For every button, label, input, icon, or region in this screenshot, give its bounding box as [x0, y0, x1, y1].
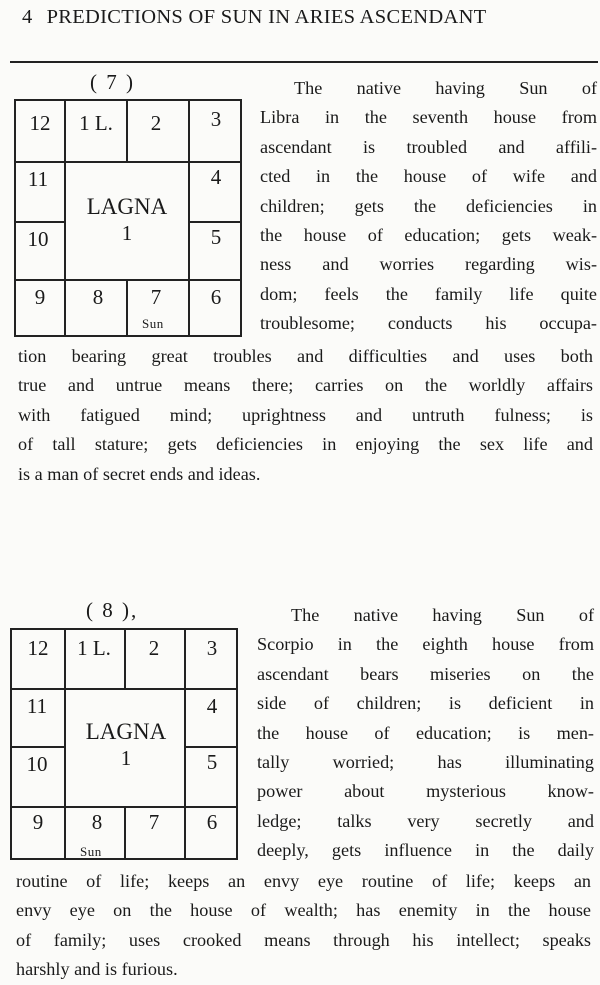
- page-number: 4: [22, 6, 33, 28]
- text-line: dom; feels the family life quite: [260, 283, 597, 304]
- house-7: 7: [148, 810, 160, 834]
- text-line: harshly and is furious.: [16, 959, 178, 980]
- text-line: Libra in the seventh house from: [260, 107, 597, 128]
- house-3: 3: [210, 107, 222, 131]
- text-line: is a man of secret ends and ideas.: [18, 463, 261, 484]
- lagna-center: [66, 193, 188, 246]
- text-line: envy eye on the house of wealth; has enemity in the house: [16, 900, 591, 921]
- house-11: 11: [27, 167, 49, 191]
- text-line: true and untrue means there; carries on the worldly affairs: [18, 375, 593, 396]
- horoscope-chart: [10, 628, 238, 860]
- planet-sun: Sun: [142, 316, 164, 331]
- planet-sun: Sun: [80, 844, 102, 859]
- text-line: children; gets the deficiencies in: [260, 195, 597, 216]
- house-4: 4: [206, 694, 218, 718]
- text-line: ledge; talks very secretly and: [257, 810, 594, 831]
- house-6: 6: [210, 285, 222, 309]
- text-line: tally worried; has illuminating: [257, 752, 594, 773]
- house-10: 10: [27, 227, 49, 251]
- house-9: 9: [32, 810, 44, 834]
- house-1: 1 L.: [77, 636, 111, 660]
- text-line: The native having Sun of: [294, 78, 597, 98]
- page-title: PREDICTIONS OF SUN IN ARIES ASCENDANT: [46, 6, 487, 28]
- text-line: the house of education; is men-: [257, 722, 594, 743]
- house-5: 5: [210, 225, 222, 249]
- text-line: ness and worries regarding wis-: [260, 254, 597, 275]
- horoscope-chart: [14, 99, 242, 337]
- text-line: tion bearing great troubles and difficulties and uses both: [18, 346, 593, 366]
- house-8: 8: [91, 810, 103, 834]
- lagna-number: 1: [121, 220, 133, 245]
- text-line: deeply, gets influence in the daily: [257, 840, 594, 861]
- house-1: 1 L.: [79, 111, 113, 135]
- text-line: The native having Sun of: [291, 605, 594, 625]
- side-paragraph: [260, 74, 597, 339]
- house-3: 3: [206, 636, 218, 660]
- text-line: side of children; is deficient in: [257, 693, 594, 714]
- page-header: [22, 6, 597, 29]
- house-10: 10: [26, 752, 48, 776]
- lagna-label: LAGNA: [85, 719, 167, 744]
- house-7: 7: [150, 285, 162, 309]
- text-line: with fatigued mind; uprightness and untruth fulness; is: [18, 404, 593, 425]
- house-11: 11: [26, 694, 48, 718]
- house-4: 4: [210, 165, 222, 189]
- house-12: 12: [29, 111, 51, 135]
- text-line: of tall stature; gets deficiencies in enjoying the sex life and: [18, 434, 593, 455]
- chart-caption: ( 8 ),: [86, 598, 139, 622]
- text-line: Scorpio in the eighth house from: [257, 634, 594, 655]
- text-line: ascendant is troubled and affili-: [260, 136, 597, 157]
- house-12: 12: [27, 636, 49, 660]
- text-line: ascendant bears miseries on the: [257, 663, 594, 684]
- lagna-number: 1: [120, 745, 132, 770]
- text-line: the house of education; gets weak-: [260, 225, 597, 246]
- lagna-center: [66, 718, 186, 771]
- header-rule: [10, 61, 598, 63]
- text-line: of family; uses crooked means through his intellect; speaks: [16, 929, 591, 950]
- house-2: 2: [148, 636, 160, 660]
- house-2: 2: [150, 111, 162, 135]
- lagna-label: LAGNA: [86, 194, 168, 219]
- text-line: troublesome; conducts his occupa-: [260, 313, 597, 334]
- full-paragraph: [16, 867, 591, 985]
- side-paragraph: [257, 601, 594, 866]
- house-9: 9: [34, 285, 46, 309]
- house-6: 6: [206, 810, 218, 834]
- full-paragraph: [18, 342, 593, 489]
- chart-caption: ( 7 ): [90, 70, 135, 94]
- house-8: 8: [92, 285, 104, 309]
- text-line: cted in the house of wife and: [260, 166, 597, 187]
- house-5: 5: [206, 750, 218, 774]
- text-line: power about mysterious know-: [257, 781, 594, 802]
- text-line: routine of life; keeps an envy eye routine of life; keeps an: [16, 871, 591, 891]
